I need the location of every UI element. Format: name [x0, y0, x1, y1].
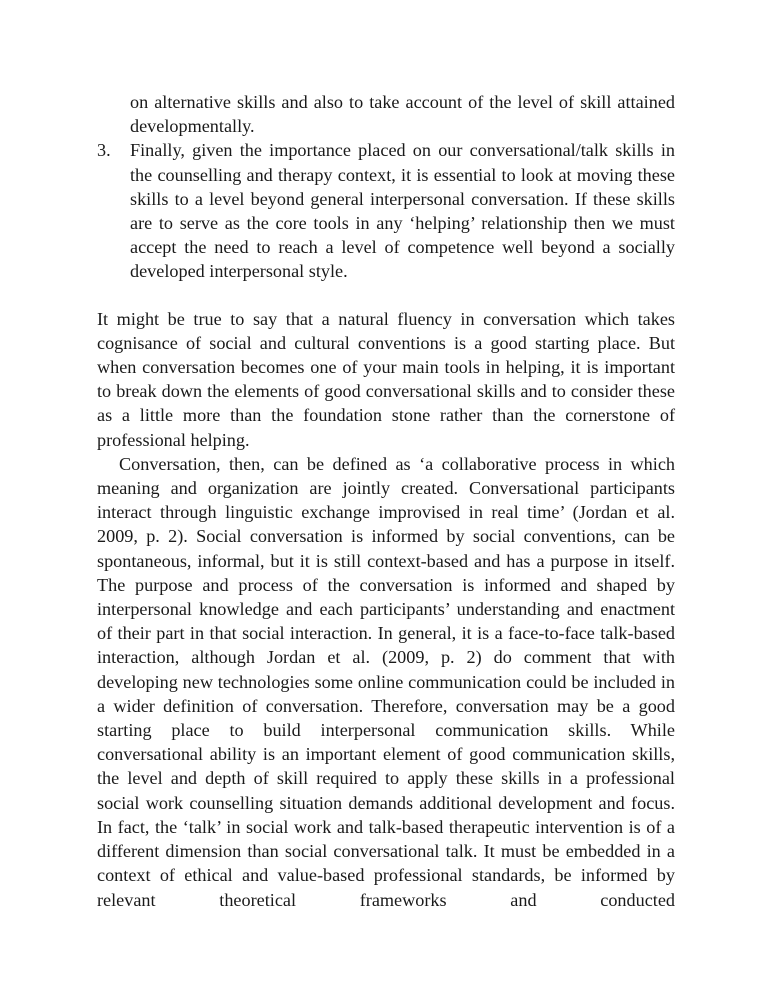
list-item-3: [97, 138, 675, 283]
list-item-continued-text: on alternative skills and also to take account of the level of skill attained developmentally.: [130, 92, 675, 137]
document-page: [97, 90, 675, 912]
body-paragraph-1: It might be true to say that a natural fluency in conversation which takes cognisance of social and cultural conventions is a good starting place. But when conversation becomes one of your main tools in helping, it is important to break down the elements of good conversational skills and to consider these as a little more than the foundation stone rather than the cornerstone of professional helping.: [97, 308, 675, 450]
body-paragraph-2: Conversation, then, can be defined as ‘a collaborative process in which meaning and organization are jointly created. Conversational participants interact through linguistic exchange improvised in real time’ (Jordan et al. 2009, p. 2). Social conversation is informed by social conventions, can be spontaneous, informal, but it is still context-based and has a purpose in itself. The purpose and process of the conversation is informed and shaped by interpersonal knowledge and each participants’ understanding and enactment of their part in that social interaction. In general, it is a face-to-face talk-based interaction, although Jordan et al. (2009, p. 2) do comment that with developing new technologies some online communication could be included in a wider definition of conversation. Therefore, conversation may be a good starting place to build interpersonal communication skills. While conversational ability is an important element of good communication skills, the level and depth of skill required to apply these skills in a professional social work counselling situation demands additional development and focus. In fact, the ‘talk’ in social work and talk-based therapeutic intervention is of a different dimension than social conversational talk. It must be embedded in a context of ethical and value-based professional standards, be informed by relevant theoretical frameworks and conducted: [97, 453, 675, 910]
list-item-number: 3.: [97, 140, 111, 161]
list-item-text: Finally, given the importance placed on our conversational/talk skills in the counselling and therapy context, it is essential to look at moving these skills to a level beyond general interpersonal conversation. If these skills are to serve as the core tools in any ‘helping’ relationship then we must accept the need to reach a level of competence well beyond a socially developed interpersonal style.: [130, 140, 675, 282]
list-item-continued: [97, 90, 675, 138]
